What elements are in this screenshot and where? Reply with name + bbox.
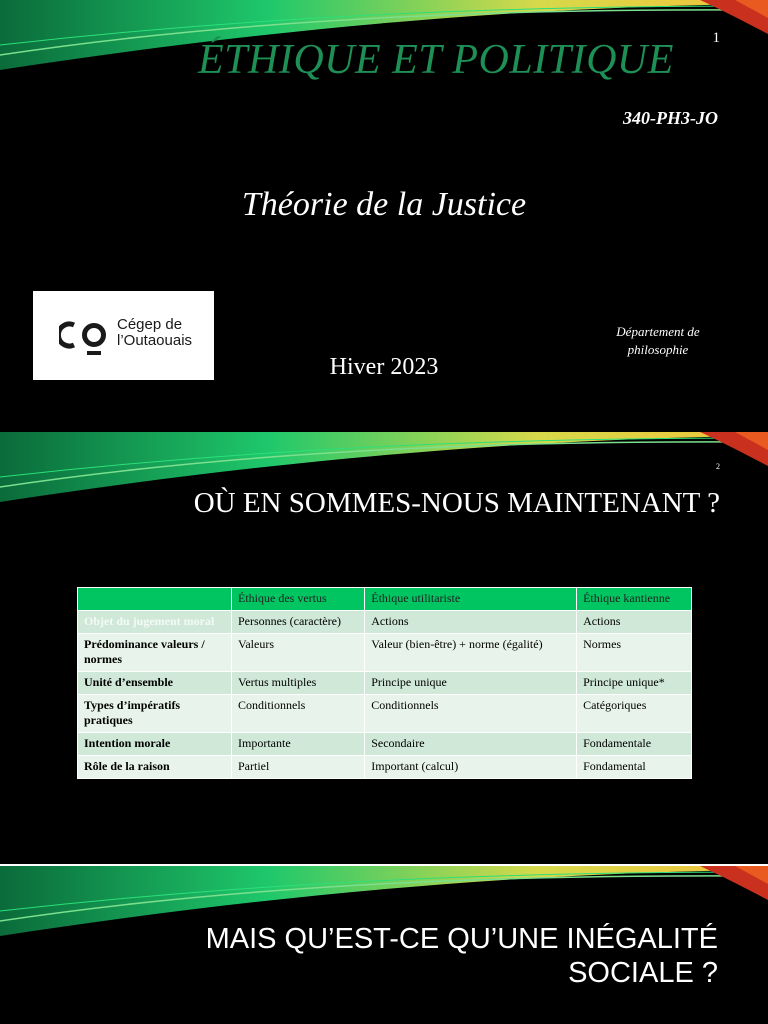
row-label: Rôle de la raison [78, 756, 232, 779]
logo-line-2: l’Outaouais [117, 332, 193, 349]
table-row [78, 695, 692, 733]
slide-subtitle: Théorie de la Justice [241, 186, 527, 223]
table-row [78, 634, 692, 672]
slide-title: ÉTHIQUE ET POLITIQUE [198, 37, 674, 83]
row-label: Types d’impératifs pratiques [78, 695, 232, 733]
department-label: Département de philosophie [616, 324, 700, 357]
table-row [78, 756, 692, 779]
table-cell: Secondaire [365, 733, 577, 756]
logo-text [117, 317, 192, 349]
table-cell: Conditionnels [365, 695, 577, 733]
logo-line-1: Cégep de [117, 316, 183, 333]
table-header-cell: Éthique utilitariste [365, 588, 577, 611]
table-cell: Partiel [232, 756, 365, 779]
table-cell: Principe unique* [577, 672, 692, 695]
table-cell: Fondamentale [577, 733, 692, 756]
row-label: Unité d’ensemble [78, 672, 232, 695]
row-label: Objet du jugement moral [78, 611, 232, 634]
table-cell: Valeur (bien-être) + norme (égalité) [365, 634, 577, 672]
table-row [78, 733, 692, 756]
co-logo-mark-icon [59, 319, 111, 357]
table-header-row [78, 588, 692, 611]
course-code: 340-PH3-JO [623, 108, 718, 128]
comparison-table [77, 587, 692, 779]
table-header-cell: Éthique kantienne [577, 588, 692, 611]
table-cell: Valeurs [232, 634, 365, 672]
row-label: Prédominance valeurs / normes [78, 634, 232, 672]
slide-1 [0, 0, 768, 432]
table-cell: Actions [365, 611, 577, 634]
page-number: 2 [716, 462, 720, 471]
table-cell: Catégoriques [577, 695, 692, 733]
row-label: Intention morale [78, 733, 232, 756]
table-cell: Principe unique [365, 672, 577, 695]
page-number: 1 [712, 30, 720, 46]
table-cell: Vertus multiples [232, 672, 365, 695]
table-cell: Personnes (caractère) [232, 611, 365, 634]
table-cell: Importante [232, 733, 365, 756]
table-row [78, 611, 692, 634]
table-cell: Actions [577, 611, 692, 634]
table-cell: Important (calcul) [365, 756, 577, 779]
slide-title: MAIS QU’EST-CE QU’UNE INÉGALITÉ SOCIALE ? [205, 923, 718, 989]
slide-3 [0, 866, 768, 1024]
slide-title: OÙ EN SOMMES-NOUS MAINTENANT ? [193, 487, 720, 519]
slide-2 [0, 432, 768, 864]
table-header-cell [78, 588, 232, 611]
table-cell: Normes [577, 634, 692, 672]
table-header-cell: Éthique des vertus [232, 588, 365, 611]
table-cell: Conditionnels [232, 695, 365, 733]
session-label: Hiver 2023 [329, 354, 439, 380]
table-row [78, 672, 692, 695]
table-cell: Fondamental [577, 756, 692, 779]
